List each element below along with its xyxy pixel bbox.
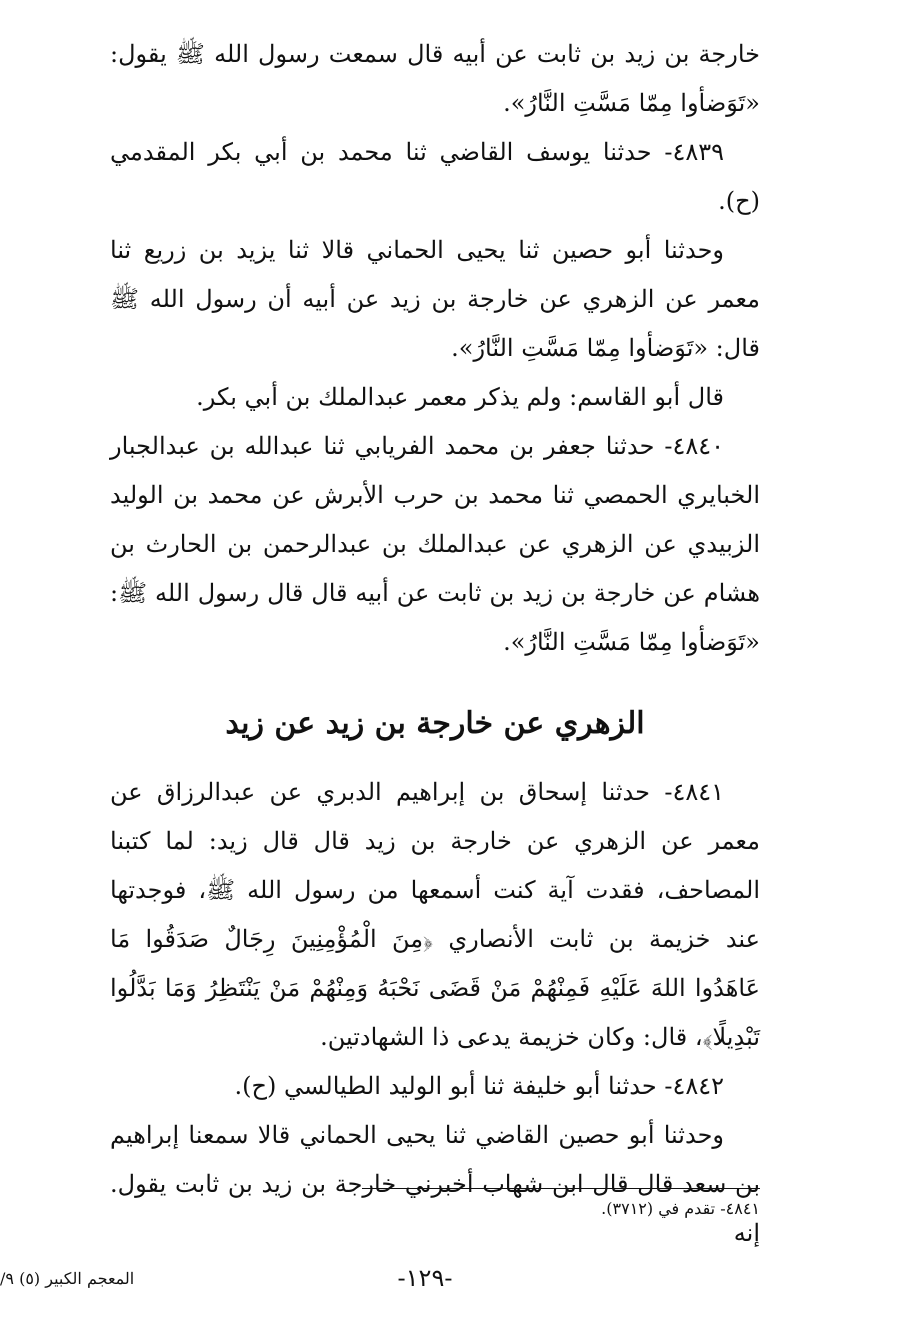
book-reference-footer: المعجم الكبير (٥) ٩/ (0, 1269, 135, 1288)
abu-al-qasim-note-paragraph: قال أبو القاسم: ولم يذكر معمر عبدالملك بن أبي بكر. (196, 383, 724, 411)
main-text-block (110, 30, 760, 667)
hadith-4842-second-chain-paragraph: وحدثنا أبو حصين القاضي ثنا يحيى الحماني قالا سمعنا إبراهيم بن سعد قال قال ابن شهاب أخبرني خارجة بن زيد بن ثابت يقول. إنه (110, 1121, 760, 1247)
section-heading: الزهري عن خارجة بن زيد عن زيد (225, 706, 645, 741)
footnote: ٤٨٤١- تقدم في (٣٧١٢). (601, 1199, 760, 1218)
paragraph-continuation: خارجة بن زيد بن ثابت عن أبيه قال سمعت رسول الله ﷺ يقول: «تَوَضأوا مِمّا مَسَّتِ النَّارُ». (110, 40, 760, 117)
footnote-divider (362, 1188, 760, 1189)
section-text-block (110, 768, 760, 1258)
hadith-4841-paragraph: ٤٨٤١- حدثنا إسحاق بن إبراهيم الدبري عن عبدالرزاق عن معمر عن الزهري عن خارجة بن زيد قال قال زيد: لما كتبنا المصاحف، فقدت آية كنت أسمعها من رسول الله ﷺ، فوجدتها عند خزيمة بن ثابت الأنصاري ﴿مِنَ الْمُؤْمِنِينَ رِجَالٌ صَدَقُوا مَا عَاهَدُوا اللهَ عَلَيْهِ فَمِنْهُمْ مَنْ قَضَى نَحْبَهُ وَمِنْهُمْ مَنْ يَنْتَظِرُ وَمَا بَدَّلُوا تَبْدِيلًا﴾، قال: وكان خزيمة يدعى ذا الشهادتين. (110, 778, 760, 1051)
page-number: -١٢٩- (397, 1264, 453, 1292)
hadith-4842-paragraph: ٤٨٤٢- حدثنا أبو خليفة ثنا أبو الوليد الطيالسي (ح). (234, 1072, 724, 1100)
hadith-4839-paragraph: ٤٨٣٩- حدثنا يوسف القاضي ثنا محمد بن أبي بكر المقدمي (ح). (110, 138, 760, 215)
hadith-4840-paragraph: ٤٨٤٠- حدثنا جعفر بن محمد الفريابي ثنا عبدالله بن عبدالجبار الخبايري الحمصي ثنا محمد بن حرب الأبرش عن محمد بن الوليد الزبيدي عن الزهري عن عبدالملك بن عبدالرحمن بن الحارث بن هشام عن خارجة بن زيد بن ثابت عن أبيه قال قال رسول الله ﷺ: «تَوَضأوا مِمّا مَسَّتِ النَّارُ». (110, 432, 760, 656)
hadith-4839-second-chain-paragraph: وحدثنا أبو حصين ثنا يحيى الحماني قالا ثنا يزيد بن زريع ثنا معمر عن الزهري عن خارجة بن زيد عن أبيه أن رسول الله ﷺ قال: «تَوَضأوا مِمّا مَسَّتِ النَّارُ». (110, 236, 760, 362)
